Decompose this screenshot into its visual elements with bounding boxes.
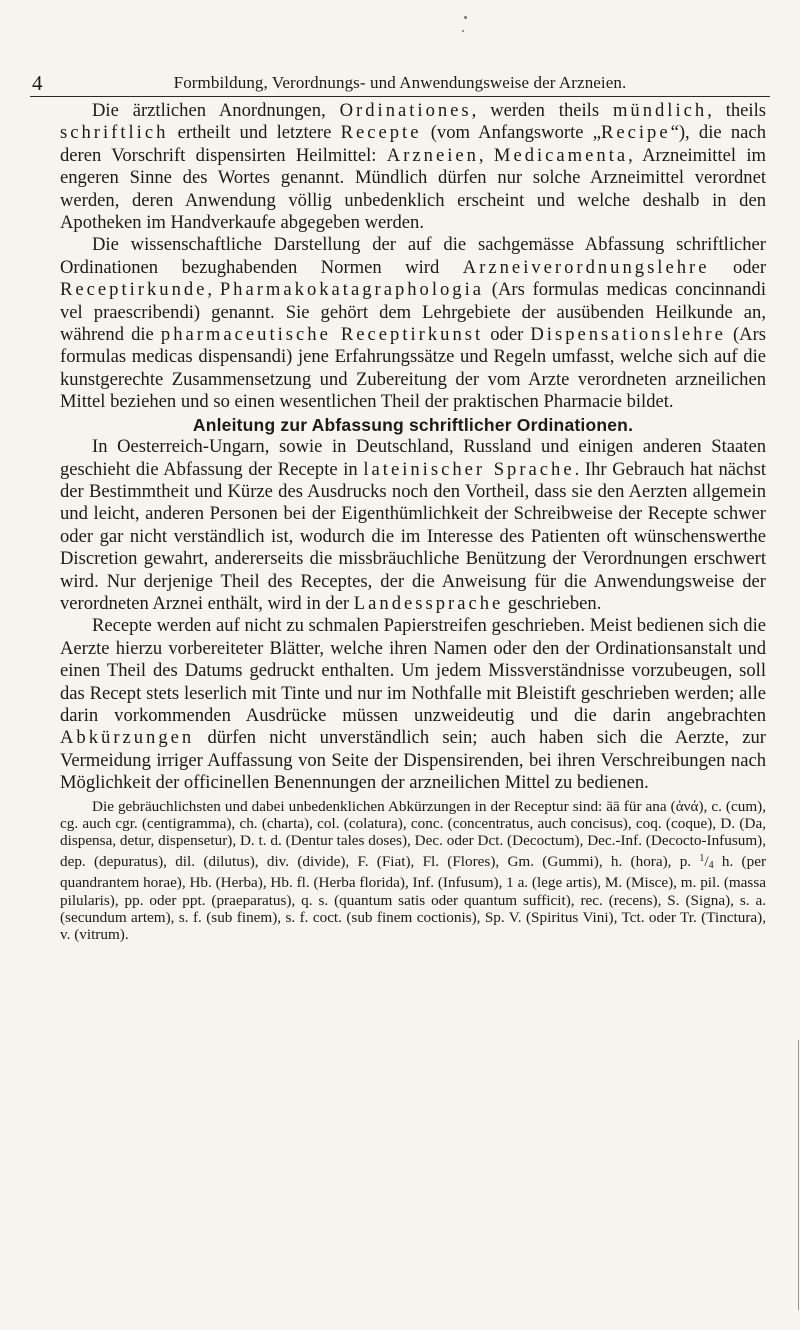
paragraph: In Oesterreich-Ungarn, sowie in Deutschland, Russland und einigen anderen Staaten geschieht die Abfassung der Recepte in lateinischer Sprache. Ihr Gebrauch hat nächst der Bestimmtheit und Kürze des Ausdrucks noch den Vortheil, dass sie den Aerzten allgemein und leicht, anderen Personen bei der Eigenthümlichkeit der Schreibweise der Recepte schwer oder gar nicht verständlich ist, wodurch die im Interesse des Patienten oft wünschenswerthe Discretion gewahrt, andererseits die missbräuchliche Benützung der Verordnungen erschwert wird. Nur derjenige Theil des Receptes, der die Anweisung für die Anwendungsweise der verordneten Arznei enthält, wird in der Landessprache geschrieben.: [60, 436, 766, 614]
emphasis: Ordinationes: [339, 100, 472, 121]
paragraph: Recepte werden auf nicht zu schmalen Papierstreifen geschrieben. Meist bedienen sich die Aerzte hierzu vorbereiteter Blätter, welche ihren Namen oder den der Ordinationsanstalt und einen Theil des Datums gedruckt enthalten. Um jedem Missverständnisse vorzubeugen, soll das Recept stets leserlich mit Tinte und nur im Nothfalle mit Bleistift geschrieben werden; alle darin vorkommenden Ausdrücke müssen unzweideutig und die darin angebrachten Abkürzungen dürfen nicht unverständlich sein; auch haben sich die Aerzte, zur Vermeidung irriger Auffassung von Seite der Dispensirenden, bei ihren Verschreibungen nach Möglichkeit der officinellen Benennungen der arzneilichen Mittel zu bedienen.: [60, 615, 766, 794]
emphasis: Pharmakokatagraphologia: [219, 279, 485, 301]
scan-speck: [462, 30, 464, 32]
emphasis: pharmaceutische Receptirkunst: [160, 324, 484, 346]
emphasis: schriftlich: [60, 122, 169, 144]
emphasis: Medicamenta: [493, 144, 629, 166]
running-title: Formbildung, Verordnungs- und Anwendungsweise der Arzneien.: [173, 73, 627, 92]
emphasis: lateinischer Sprache: [363, 458, 575, 480]
page-number: 4: [32, 71, 43, 95]
paragraph: Die ärztlichen Anordnungen, Ordinationes, werden theils mündlich, theils schriftlich ertheilt und letztere Recepte (vom Anfangsworte „Recipe“), die nach deren Vorschrift dispensirten Heilmittel: Arzneien, Medicamenta, Arzneimittel im engeren Sinne des Wortes genannt. Mündlich dürfen nur solche Arzneimittel verordnet werden, deren Anwendung völlig unbedenklich erscheint und welche deshalb in den Apotheken im Handverkaufe abgegeben werden.: [60, 100, 767, 234]
abbreviation-note: Die gebräuchlichsten und dabei unbedenklichen Abkürzungen in der Receptur sind: āā für ana (ἀνά), c. (cum), cg. auch cgr. (centigramma), ch. (charta), col. (colatura), conc. (concentratus, auch concisus), coq. (coque), D. (Da, dispensa, detur, dispensetur), D. t. d. (Dentur tales doses), Dec. oder Dct. (Decoctum), Dec.-Inf. (Decocto-Infusum), dep. (depuratus), dil. (dilutus), div. (divide), F. (Fiat), Fl. (Flores), Gm. (Gummi), h. (hora), p. $^1$/4 h. (per quandrantem horae), Hb. (Herba), Hb. fl. (Herba florida), Inf. (Infusum), 1 a. (lege artis), M. (Misce), m. pil. (massa pilularis), pp. oder ppt. (praeparatus), q. s. (quantum satis oder quantum sufficit), rec. (recens), S. (Signa), s. a. (secundum artem), s. f. (sub finem), s. f. coct. (sub finem coctionis), Sp. V. (Spiritus Vini), Tct. oder Tr. (Tinctura), v. (vitrum).: [60, 797, 767, 944]
emphasis: Abkürzungen: [60, 727, 195, 749]
emphasis: mündlich: [612, 100, 708, 121]
section-heading: Anleitung zur Abfassung schriftlicher Ordinationen.: [192, 414, 634, 435]
emphasis: Arzneiverordnungslehre: [462, 256, 710, 278]
emphasis: Recipe: [600, 122, 671, 144]
scan-edge-mark: [798, 1040, 800, 1310]
paragraph: Die wissenschaftliche Darstellung der auf die sachgemässe Abfassung schriftlicher Ordinationen bezughabenden Normen wird Arzneiverordnungslehre oder Receptirkunde, Pharmakokatagraphologia (Ars formulas medicas concinnandi vel praescribendi) genannt. Sie gehört dem Lehrgebiete der ausübenden Heilkunde an, während die pharmaceutische Receptirkunst oder Dispensationslehre (Ars formulas medicas dispensandi) jene Erfahrungssätze und Regeln umfasst, welche sich auf die kunstgerechte Zusammensetzung und Zubereitung der vom Arzte verordneten arzneilichen Mittel beziehen und so einen wesentlichen Theil der praktischen Pharmacie bildet.: [60, 234, 767, 413]
emphasis: Dispensationslehre: [530, 324, 726, 346]
emphasis: Receptirkunde: [60, 279, 208, 301]
page-header: [30, 72, 770, 97]
scan-speck: [464, 16, 467, 19]
emphasis: Arzneien: [386, 144, 479, 166]
emphasis: Recepte: [340, 122, 422, 144]
page-body: [60, 100, 766, 944]
emphasis: Landessprache: [353, 592, 504, 614]
